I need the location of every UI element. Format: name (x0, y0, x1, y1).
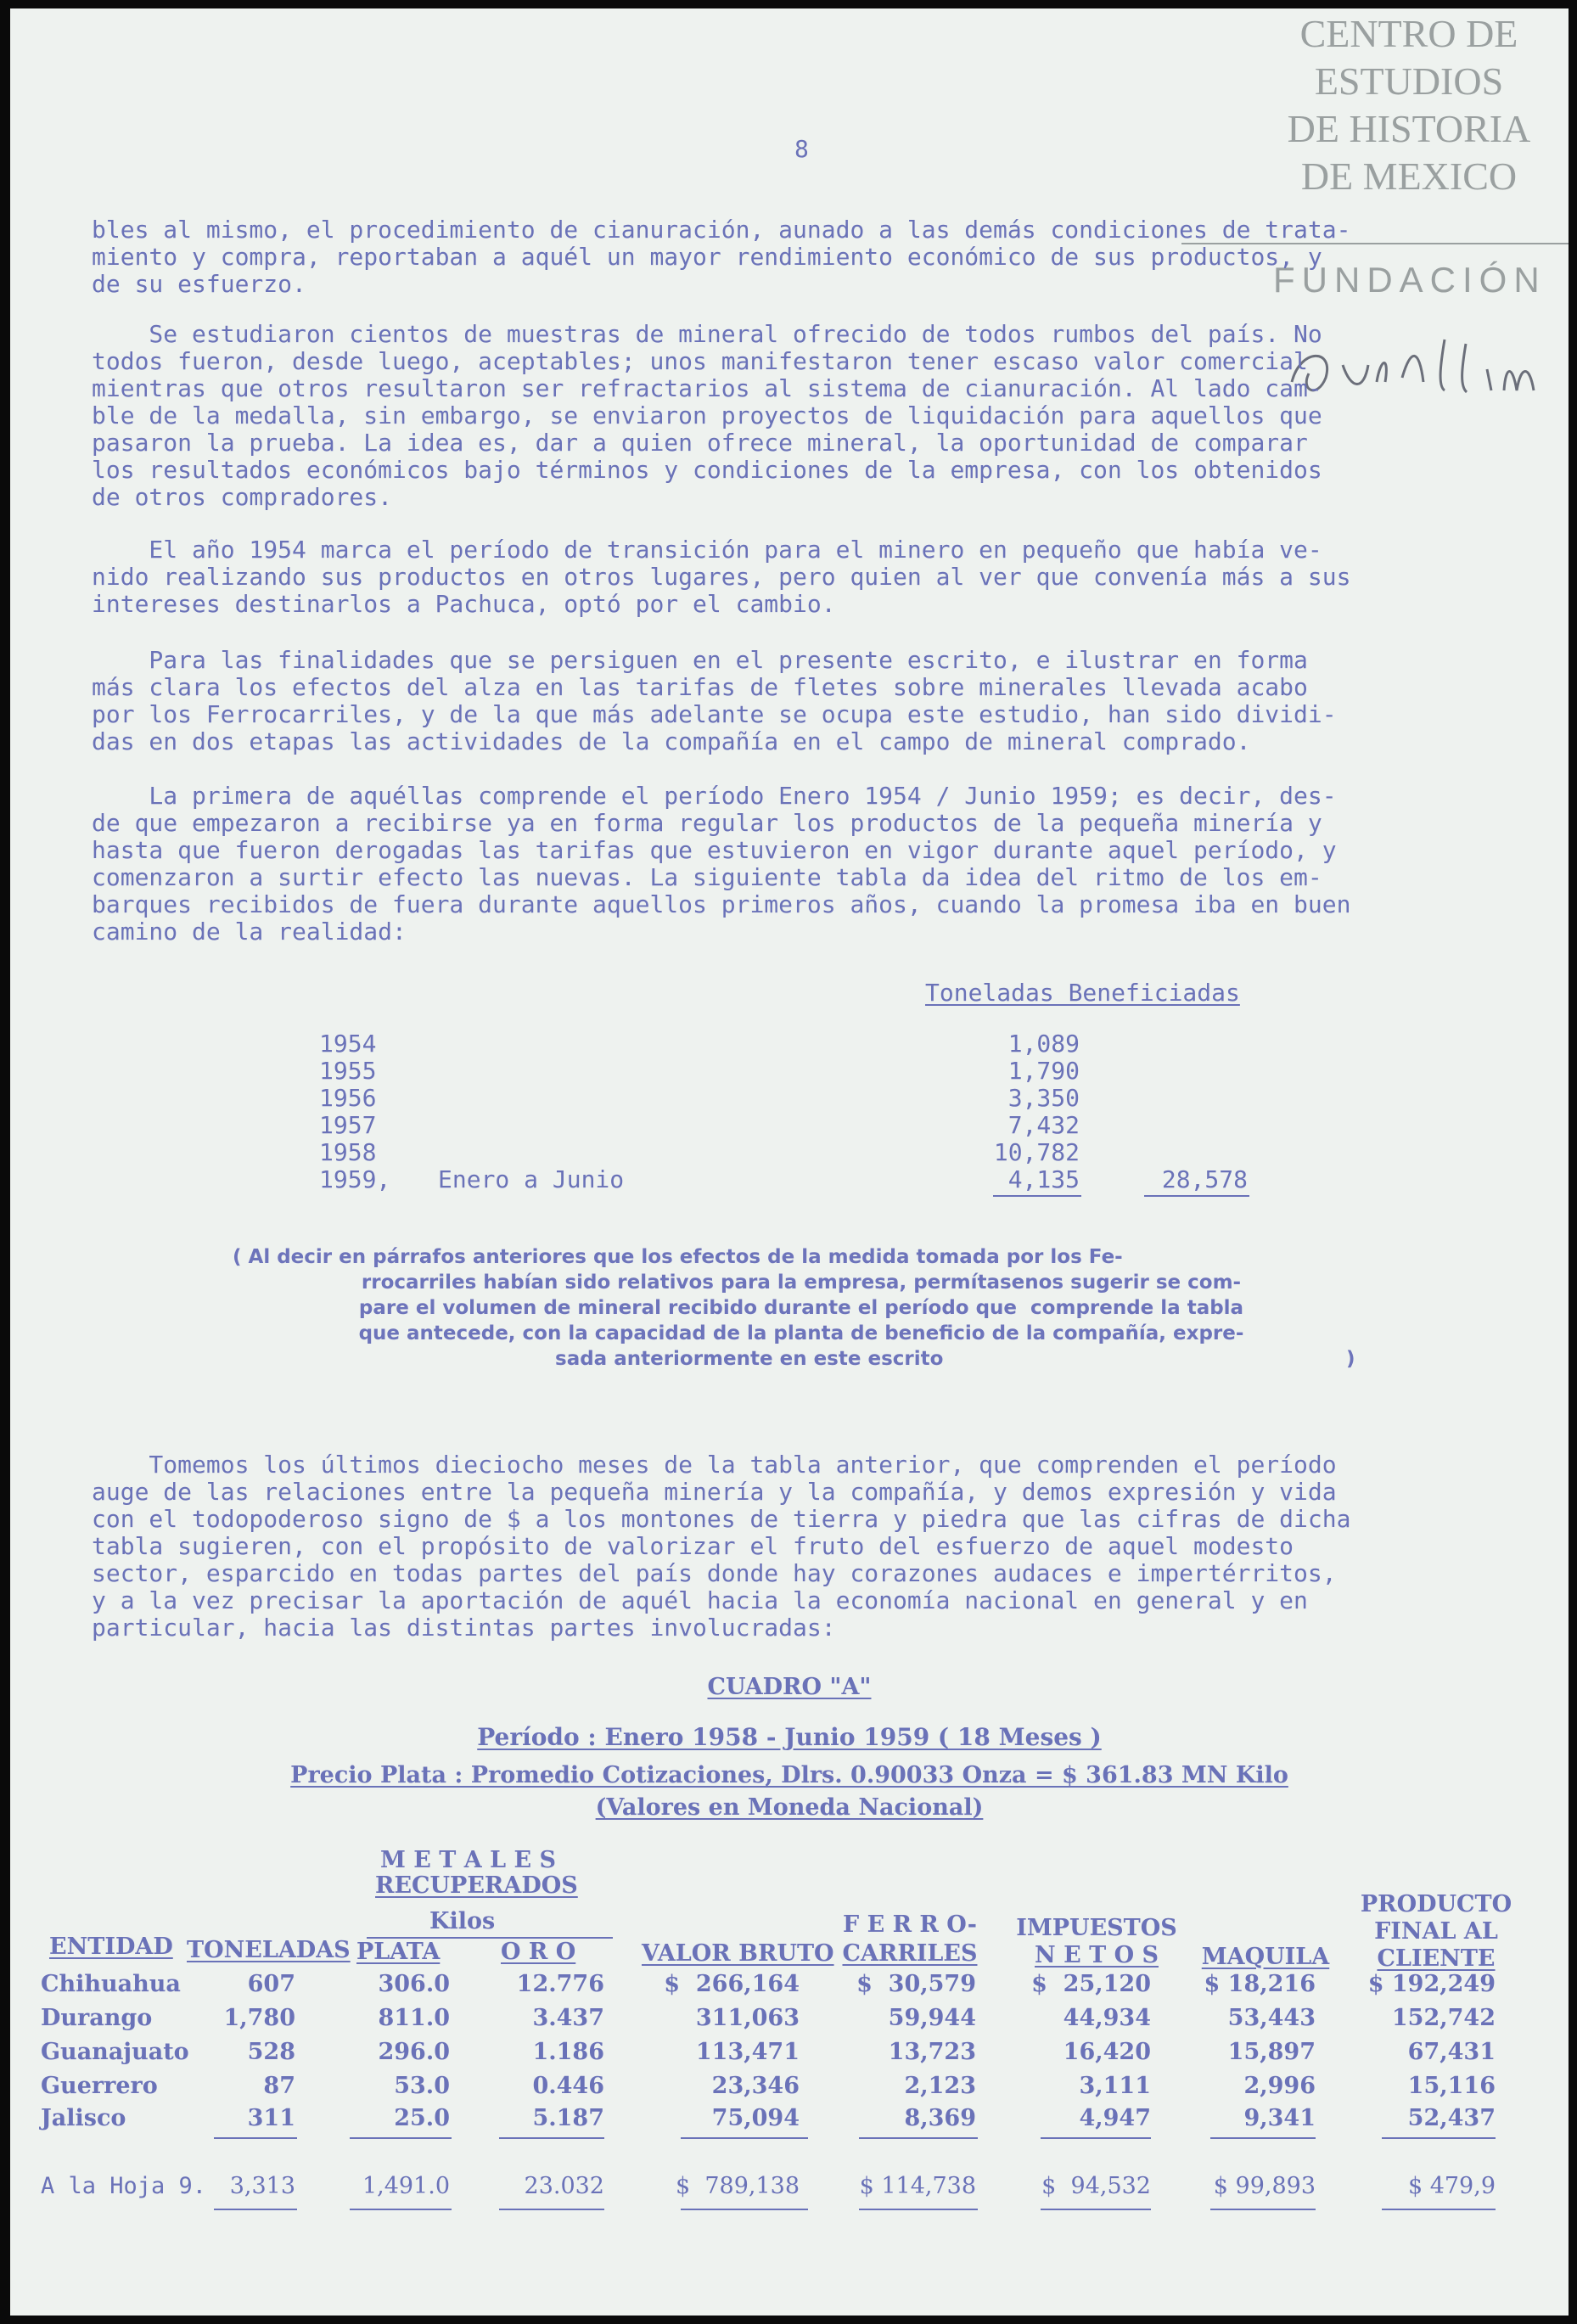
text-line: das en dos etapas las actividades de la compañía en el campo de mineral comprado. (92, 727, 1251, 755)
text-line: intereses destinarlos a Pachuca, optó por el cambio. (92, 590, 836, 618)
cell-producto: $ 192,249 (1367, 1971, 1496, 1997)
cuadro-title: CUADRO "A" (707, 1674, 872, 1700)
header-final-al: FINAL AL (1374, 1918, 1498, 1945)
watermark-stamp (1256, 10, 1562, 200)
text-line: todos fueron, desde luego, aceptables; unos manifestaron tener escaso valor comercial (92, 347, 1308, 375)
total-cell-toneladas: 3,313 (229, 2173, 295, 2199)
note-line: pare el volumen de mineral recibido durante el período que comprende la tabla (358, 1297, 1244, 1319)
cell-toneladas: 1,780 (223, 2005, 295, 2031)
cell-ferro: 13,723 (888, 2039, 976, 2065)
column-rule (499, 2137, 604, 2139)
column-rule (859, 2137, 978, 2139)
header-plata: PLATA (356, 1939, 441, 1965)
header-producto: PRODUCTO (1360, 1891, 1512, 1917)
header-impuestos: IMPUESTOS (1016, 1915, 1177, 1941)
tonnage-year: 1955 (319, 1057, 377, 1085)
paragraph (92, 783, 1350, 946)
column-rule (214, 2137, 297, 2139)
note-close-paren: ) (1346, 1348, 1355, 1370)
cell-oro: 0.446 (532, 2073, 604, 2099)
cell-impuestos: 44,934 (1063, 2005, 1151, 2031)
tonnage-header: Toneladas Beneficiadas (925, 979, 1240, 1007)
cell-oro: 1.186 (532, 2039, 604, 2065)
text-line: Tomemos los últimos dieciocho meses de la tabla anterior, que comprenden el período (92, 1451, 1337, 1479)
column-rule (681, 2209, 808, 2210)
cell-producto: 67,431 (1407, 2039, 1496, 2065)
note-line: ( Al decir en párrafos anteriores que los efectos de la medida tomada por los Fe- (233, 1246, 1123, 1268)
column-rule (859, 2209, 978, 2210)
total-cell-valor_bruto: $ 789,138 (676, 2173, 800, 2199)
cell-impuestos: 3,111 (1079, 2073, 1151, 2099)
text-line: Para las finalidades que se persiguen en el presente escrito, e ilustrar en forma (92, 646, 1308, 674)
header-recuperados: RECUPERADOS (375, 1872, 578, 1899)
tonnage-value: 7,432 (1007, 1111, 1080, 1139)
paragraph (92, 1451, 1350, 1642)
text-line: mientras que otros resultaron ser refractarios al sistema de cianuración. Al lado cam- (92, 374, 1322, 402)
cell-impuestos: 16,420 (1063, 2039, 1151, 2065)
note-line: rrocarriles habían sido relativos para la empresa, permítasenos sugerir se com- (361, 1271, 1242, 1294)
page-number: 8 (794, 135, 809, 163)
column-rule (1041, 2209, 1151, 2210)
header-metales: M E T A L E S (380, 1847, 556, 1873)
text-line: La primera de aquéllas comprende el período Enero 1954 / Junio 1959; es decir, des- (92, 782, 1337, 810)
cell-entidad: Chihuahua (41, 1971, 181, 1997)
text-line: de su esfuerzo. (92, 270, 306, 298)
tonnage-year: 1959, (319, 1165, 391, 1193)
cell-valor_bruto: 113,471 (695, 2039, 800, 2065)
text-line: los resultados económicos bajo términos y condiciones de la empresa, con los obtenidos (92, 456, 1322, 484)
tonnage-year: 1954 (319, 1030, 377, 1058)
tonnage-value: 10,782 (993, 1138, 1080, 1166)
text-line: más clara los efectos del alza en las tarifas de fletes sobre minerales llevada acabo (92, 673, 1308, 701)
cell-oro: 12.776 (516, 1971, 604, 1997)
cell-toneladas: 528 (247, 2039, 295, 2065)
header-valor-bruto: VALOR BRUTO (642, 1940, 834, 1967)
header-netos: N E T O S (1035, 1942, 1159, 1968)
cell-impuestos: 4,947 (1079, 2105, 1151, 2131)
cell-valor_bruto: 23,346 (711, 2073, 800, 2099)
note-block (233, 1244, 1370, 1372)
tonnage-period-label: Enero a Junio (438, 1165, 625, 1193)
tonnage-value: 3,350 (1007, 1084, 1080, 1112)
cell-valor_bruto: 75,094 (711, 2105, 800, 2131)
tonnage-year: 1957 (319, 1111, 377, 1139)
cuadro-period: Período : Enero 1958 - Junio 1959 ( 18 Meses ) (477, 1723, 1102, 1751)
text-line: hasta que fueron derogadas las tarifas que estuvieron en vigor durante aquel período, y (92, 836, 1337, 864)
tonnage-value: 1,790 (1007, 1057, 1080, 1085)
cell-ferro: 8,369 (904, 2105, 976, 2131)
watermark-line: DE MEXICO (1300, 154, 1518, 198)
cell-producto: 15,116 (1407, 2073, 1496, 2099)
signature-scribble (1283, 331, 1569, 407)
cell-ferro: $ 30,579 (856, 1971, 976, 1997)
column-rule (1382, 2209, 1496, 2210)
header-carriles: CARRILES (842, 1940, 978, 1967)
cell-maquila: 9,341 (1243, 2105, 1316, 2131)
cell-oro: 5.187 (532, 2105, 604, 2131)
tonnage-value: 1,089 (1007, 1030, 1080, 1058)
column-rule (350, 2209, 452, 2210)
watermark-line: CENTRO DE (1299, 12, 1518, 55)
column-rule (681, 2137, 808, 2139)
cell-toneladas: 87 (263, 2073, 295, 2099)
total-cell-maquila: $ 99,893 (1213, 2173, 1316, 2199)
text-line: ble de la medalla, sin embargo, se enviaron proyectos de liquidación para aquellos que (92, 401, 1322, 429)
document-page (10, 8, 1569, 2316)
cell-maquila: 2,996 (1243, 2073, 1316, 2099)
text-line: por los Ferrocarriles, y de la que más adelante se ocupa este estudio, han sido dividi- (92, 700, 1337, 728)
cell-plata: 306.0 (378, 1971, 450, 1997)
text-line: Se estudiaron cientos de muestras de mineral ofrecido de todos rumbos del país. No (92, 320, 1322, 348)
text-line: nido realizando sus productos en otros lugares, pero quien al ver que convenía más a sus (92, 563, 1351, 591)
total-cell-producto: $ 479,9 (1407, 2173, 1496, 2199)
text-line: miento y compra, reportaban a aquél un mayor rendimiento económico de sus productos, y (92, 243, 1322, 271)
paragraph (92, 321, 1322, 511)
text-line: pasaron la prueba. La idea es, dar a quien ofrece mineral, la oportunidad de comparar (92, 429, 1308, 457)
header-ferro: F E R R O- (843, 1911, 977, 1938)
text-line: tabla sugieren, con el propósito de valorizar el fruto del esfuerzo de aquel modesto (92, 1532, 1294, 1560)
paragraph (92, 536, 1350, 618)
cell-ferro: 59,944 (888, 2005, 976, 2031)
watermark-line: DE HISTORIA (1287, 107, 1531, 150)
cell-maquila: 53,443 (1227, 2005, 1316, 2031)
column-rule (1210, 2209, 1316, 2210)
tonnage-value: 4,135 (1007, 1165, 1080, 1193)
total-cell-ferro: $ 114,738 (859, 2173, 976, 2199)
paragraph (92, 216, 1350, 298)
header-cliente: CLIENTE (1377, 1945, 1496, 1972)
header-oro: O R O (501, 1939, 576, 1965)
header-kilos: Kilos (429, 1908, 496, 1934)
text-line: y a la vez precisar la aportación de aquél hacia la economía nacional en general y en (92, 1586, 1308, 1614)
column-rule (214, 2209, 297, 2210)
cell-valor_bruto: $ 266,164 (664, 1971, 800, 1997)
total-cell-entidad: A la Hoja 9. (41, 2173, 207, 2199)
text-line: camino de la realidad: (92, 918, 407, 946)
cuadro-currency-note: (Valores en Moneda Nacional) (595, 1794, 984, 1821)
cell-maquila: 15,897 (1227, 2039, 1316, 2065)
cell-plata: 53.0 (394, 2073, 450, 2099)
cell-entidad: Durango (41, 2005, 153, 2031)
header-toneladas: TONELADAS (187, 1937, 351, 1963)
tonnage-rule (993, 1195, 1081, 1197)
text-line: barques recibidos de fuera durante aquellos primeros años, cuando la promesa iba en buen (92, 890, 1351, 918)
cell-valor_bruto: 311,063 (695, 2005, 800, 2031)
text-line: auge de las relaciones entre la pequeña minería y la compañía, y demos expresión y vida (92, 1478, 1337, 1506)
cell-producto: 52,437 (1407, 2105, 1496, 2131)
watermark-line: ESTUDIOS (1314, 59, 1504, 103)
text-line: bles al mismo, el procedimiento de cianuración, aunado a las demás condiciones de trata- (92, 216, 1351, 244)
total-cell-plata: 1,491.0 (362, 2173, 450, 2199)
column-rule (1041, 2137, 1151, 2139)
cell-toneladas: 311 (247, 2105, 295, 2131)
cell-ferro: 2,123 (904, 2073, 976, 2099)
cell-plata: 25.0 (394, 2105, 450, 2131)
cell-maquila: $ 18,216 (1204, 1971, 1316, 1997)
cuadro-silver-price: Precio Plata : Promedio Cotizaciones, Dlrs. 0.90033 Onza = $ 361.83 MN Kilo (290, 1762, 1288, 1788)
cell-toneladas: 607 (247, 1971, 295, 1997)
tonnage-year: 1958 (319, 1138, 377, 1166)
text-line: comenzaron a surtir efecto las nuevas. La siguiente tabla da idea del ritmo de los em- (92, 863, 1322, 891)
cell-entidad: Jalisco (41, 2105, 126, 2131)
text-line: con el todopoderoso signo de $ a los montones de tierra y piedra que las cifras de dicha (92, 1505, 1351, 1533)
text-line: de que empezaron a recibirse ya en forma regular los productos de la pequeña minería y (92, 809, 1322, 837)
total-cell-oro: 23.032 (524, 2173, 604, 2199)
column-rule (499, 2209, 604, 2210)
text-line: sector, esparcido en todas partes del país donde hay corazones audaces e impertérritos, (92, 1559, 1337, 1587)
text-line: particular, hacia las distintas partes involucradas: (92, 1614, 836, 1642)
tonnage-total: 28,578 (1161, 1165, 1248, 1193)
column-rule (350, 2137, 452, 2139)
column-rule (1210, 2137, 1316, 2139)
column-rule (1382, 2137, 1496, 2139)
text-line: de otros compradores. (92, 483, 393, 511)
cell-plata: 296.0 (378, 2039, 450, 2065)
cell-plata: 811.0 (378, 2005, 450, 2031)
note-line: que antecede, con la capacidad de la planta de beneficio de la compañía, expre- (358, 1322, 1244, 1344)
watermark-foundation: FUNDACIÓN (1273, 260, 1546, 300)
total-cell-impuestos: $ 94,532 (1041, 2173, 1151, 2199)
tonnage-total-rule (1144, 1195, 1249, 1197)
cell-impuestos: $ 25,120 (1031, 1971, 1151, 1997)
tonnage-year: 1956 (319, 1084, 377, 1112)
note-line: sada anteriormente en este escrito (555, 1348, 944, 1370)
cell-producto: 152,742 (1391, 2005, 1496, 2031)
cell-entidad: Guerrero (41, 2073, 158, 2099)
header-entidad: ENTIDAD (49, 1934, 173, 1960)
cell-oro: 3.437 (532, 2005, 604, 2031)
text-line: El año 1954 marca el período de transición para el minero en pequeño que había ve- (92, 536, 1322, 564)
cell-entidad: Guanajuato (41, 2039, 189, 2065)
paragraph (92, 647, 1337, 755)
header-maquila: MAQUILA (1201, 1944, 1330, 1970)
